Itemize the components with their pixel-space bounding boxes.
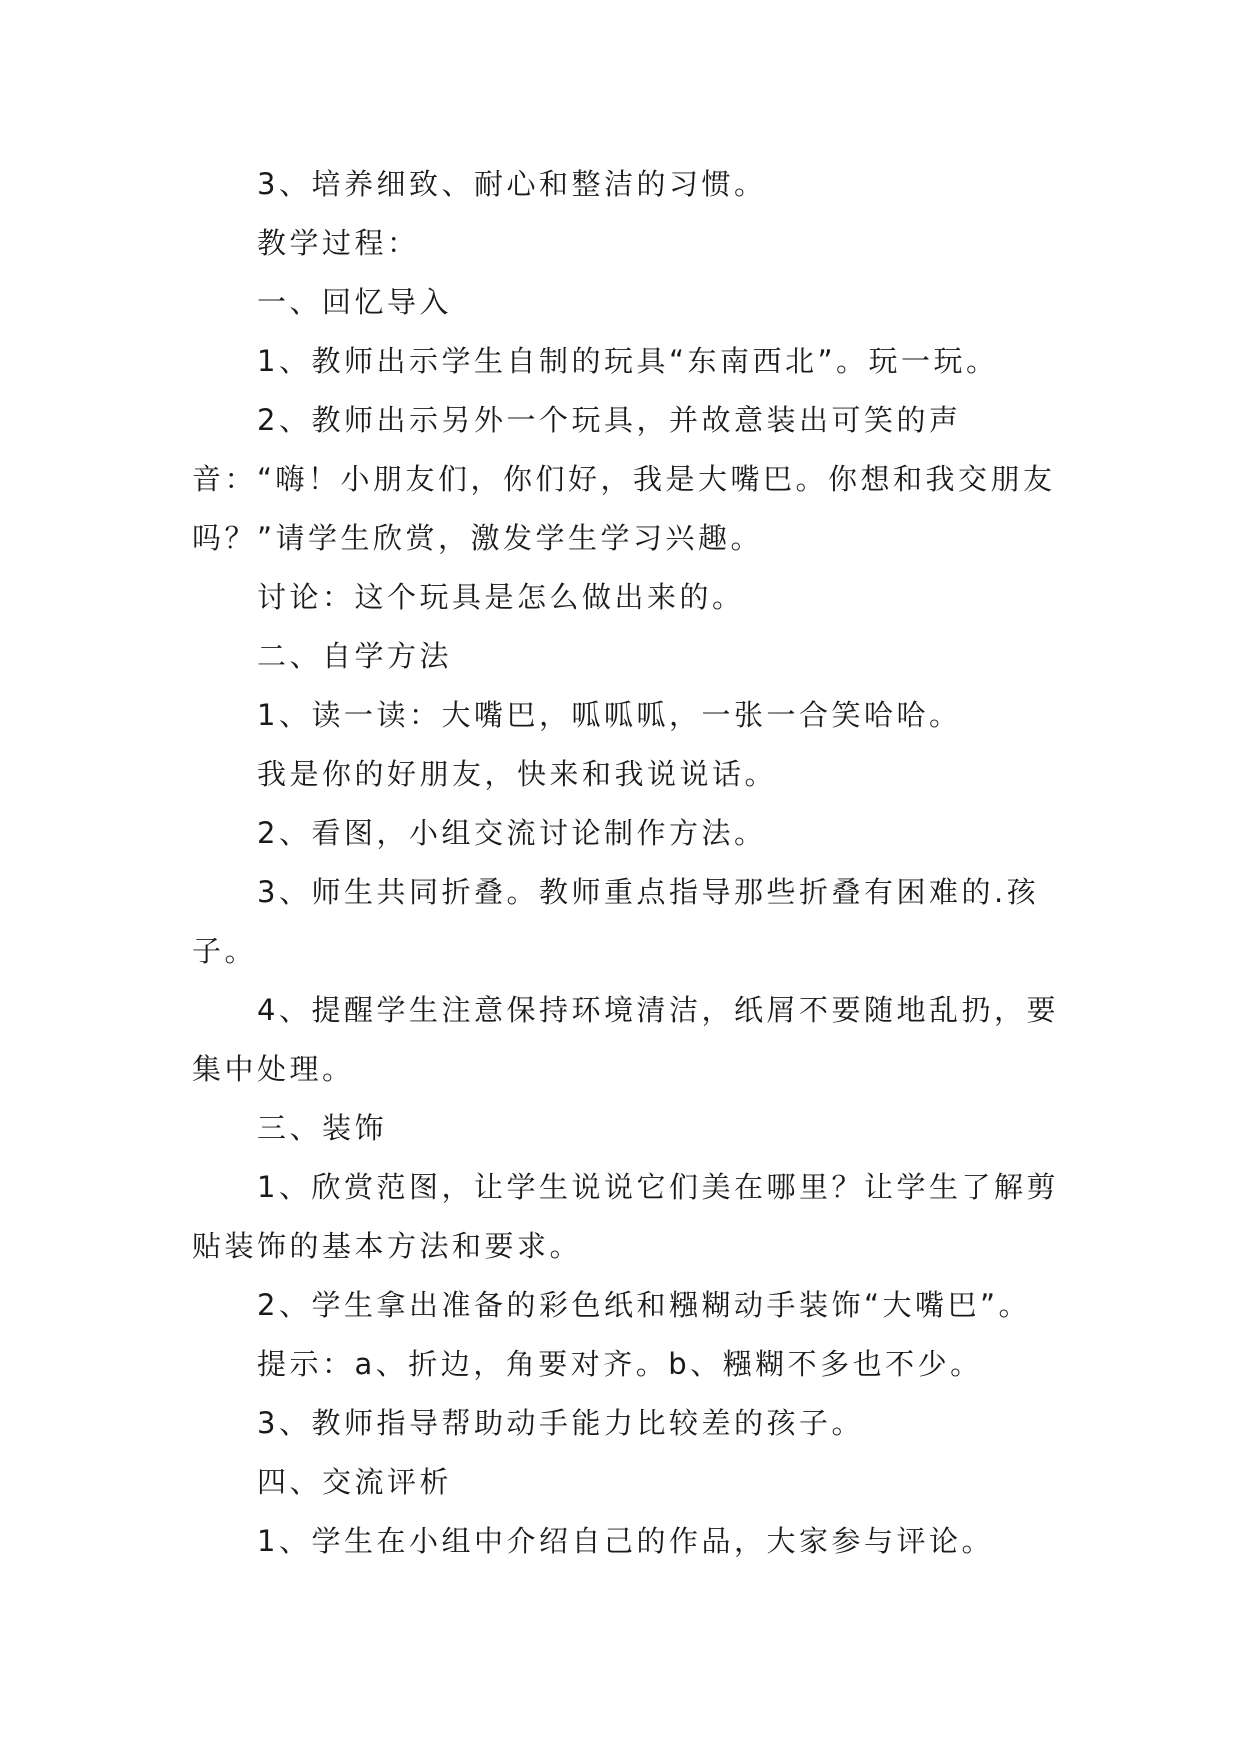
paragraph: 2、学生拿出准备的彩色纸和糨糊动手装饰“大嘴巴”。 (257, 1288, 1031, 1322)
document-body (192, 155, 1072, 1571)
paragraph: 4、提醒学生注意保持环境清洁，纸屑不要随地乱扔，要集中处理。 (192, 993, 1059, 1086)
paragraph: 3、教师指导帮助动手能力比较差的孩子。 (257, 1406, 864, 1440)
paragraph: 3、师生共同折叠。教师重点指导那些折叠有困难的.孩子。 (192, 875, 1040, 968)
paragraph: 2、看图，小组交流讨论制作方法。 (257, 816, 767, 850)
paragraph: 2、教师出示另外一个玩具，并故意装出可笑的声音：“嗨！小朋友们，你们好，我是大嘴巴。你想和我交朋友吗？”请学生欣赏，激发学生学习兴趣。 (192, 403, 1056, 555)
paragraph: 3、培养细致、耐心和整洁的习惯。 (257, 167, 767, 201)
paragraph: 1、教师出示学生自制的玩具“东南西北”。玩一玩。 (257, 344, 999, 378)
section-heading: 四、交流评析 (257, 1465, 453, 1499)
paragraph: 我是你的好朋友，快来和我说说话。 (257, 757, 778, 791)
paragraph: 提示：a、折边，角要对齐。b、糨糊不多也不少。 (257, 1347, 983, 1381)
paragraph: 1、学生在小组中介绍自己的作品，大家参与评论。 (257, 1524, 994, 1558)
section-label: 教学过程： (257, 226, 420, 260)
paragraph: 1、欣赏范图，让学生说说它们美在哪里？让学生了解剪贴装饰的基本方法和要求。 (192, 1170, 1059, 1263)
section-heading: 二、自学方法 (257, 639, 453, 673)
section-heading: 一、回忆导入 (257, 285, 453, 319)
paragraph: 1、读一读：大嘴巴，呱呱呱，一张一合笑哈哈。 (257, 698, 962, 732)
paragraph: 讨论：这个玩具是怎么做出来的。 (257, 580, 745, 614)
section-heading: 三、装饰 (257, 1111, 388, 1145)
